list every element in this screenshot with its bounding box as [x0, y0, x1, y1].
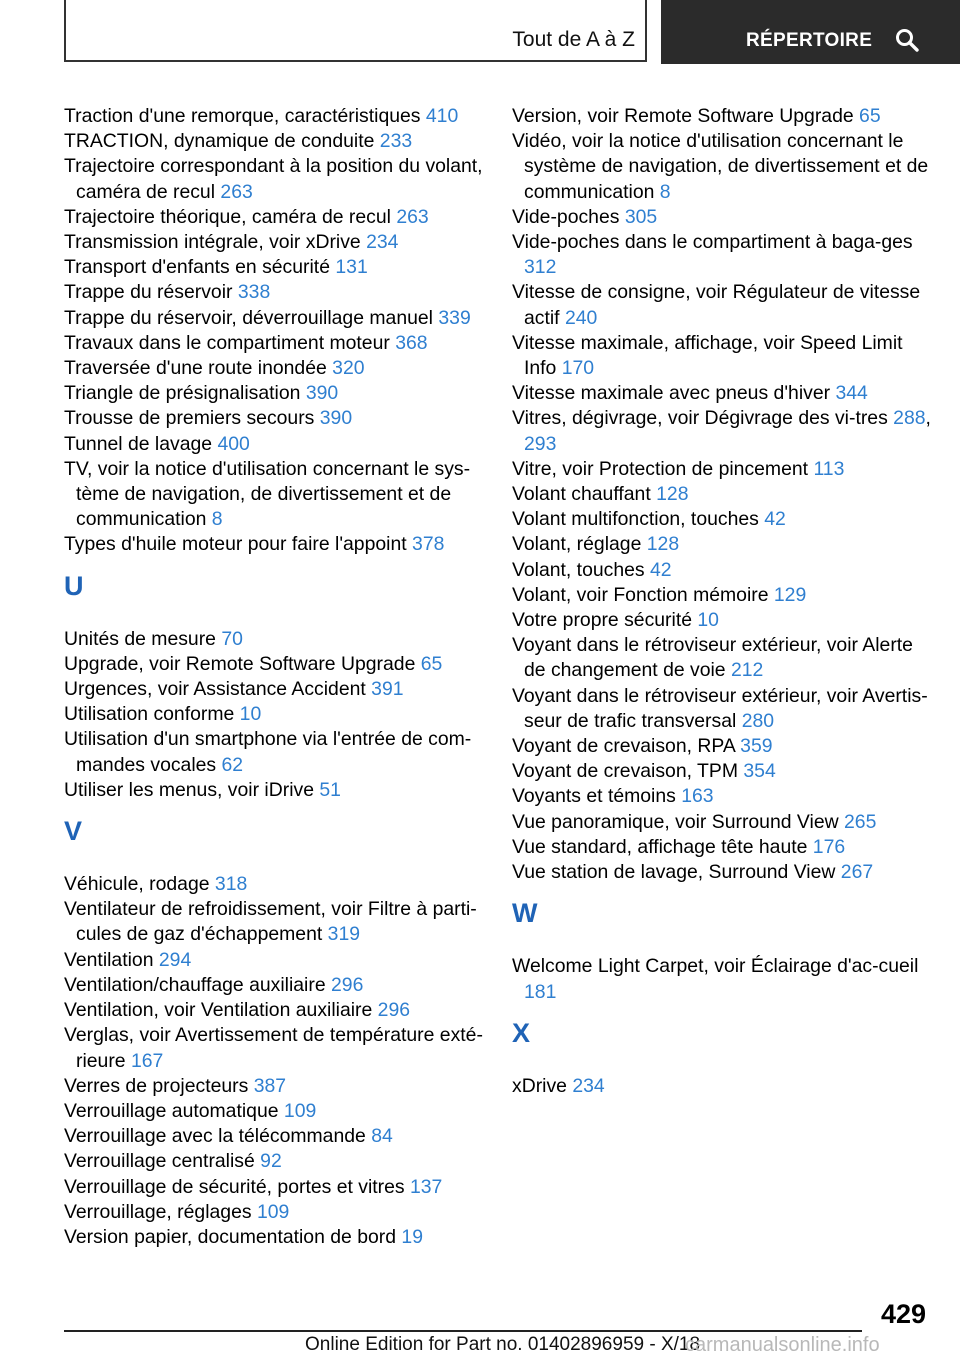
page-link[interactable]: 233 — [379, 130, 413, 153]
page-link[interactable]: 92 — [260, 1150, 282, 1173]
page-link[interactable]: 319 — [327, 923, 361, 946]
footer-edition: Online Edition for Part no. 01402896959 - X/18 — [305, 1334, 701, 1355]
index-entry — [512, 205, 932, 230]
index-entry — [64, 1200, 484, 1225]
page-link[interactable]: 312 — [524, 256, 557, 279]
index-entry-text: Volant multifonction, touches — [512, 508, 765, 531]
index-entry — [512, 684, 932, 734]
index-entry — [512, 633, 932, 683]
index-entry-text: Version, voir Remote Software Upgrade — [512, 105, 860, 127]
index-entry — [64, 998, 484, 1023]
index-entry — [64, 973, 484, 998]
index-entry-text: Types d'huile moteur pour faire l'appoint — [64, 533, 413, 556]
index-entry-text: Trajectoire correspondant à la position du volant, caméra de recul — [64, 155, 488, 203]
index-entry-text: Verrouillage centralisé — [64, 1150, 261, 1173]
index-entry-text: Ventilation, voir Ventilation auxiliaire — [64, 999, 378, 1022]
page-link[interactable]: 131 — [335, 256, 368, 279]
index-entry-text: Tunnel de lavage — [64, 432, 218, 455]
index-entry-text: Trappe du réservoir — [64, 281, 238, 304]
index-entry-text: Verrouillage de sécurité, portes et vitres — [64, 1175, 410, 1198]
index-entry-text: Vide-poches dans le compartiment à baga-ges — [512, 231, 919, 254]
page-link[interactable]: 65 — [859, 105, 881, 127]
index-entry — [64, 381, 484, 406]
index-entry — [512, 810, 932, 835]
page-link[interactable]: 296 — [331, 973, 364, 996]
page-link[interactable]: 265 — [844, 810, 877, 833]
index-entry-text: Vidéo, voir la notice d'utilisation concernant le système de navigation, de divertissement et de communication — [512, 130, 934, 203]
page-link[interactable]: 109 — [283, 1099, 317, 1122]
index-section-letter: X — [512, 1017, 531, 1048]
index-section-letter: V — [64, 816, 83, 847]
index-entry-text: Ventilation/chauffage auxiliaire — [64, 973, 331, 996]
index-entry — [64, 872, 484, 897]
page-link[interactable]: 280 — [741, 709, 775, 732]
index-entry — [512, 583, 932, 608]
index-entry-text: Verres de projecteurs — [64, 1074, 254, 1097]
index-entry — [512, 507, 932, 532]
page-link[interactable]: 10 — [697, 609, 719, 632]
header-right-title[interactable]: RÉPERTOIRE — [746, 30, 873, 51]
index-entry — [64, 727, 484, 777]
page-link[interactable]: 42 — [764, 508, 786, 531]
page-link[interactable]: 65 — [420, 652, 443, 675]
index-entry: Vitres, dégivrage, voir Dégivrage des vi-tres 288, 293 — [512, 407, 937, 455]
page-link[interactable]: 338 — [237, 281, 271, 304]
page-link[interactable]: 163 — [681, 785, 714, 808]
index-entry-text: Volant, voir Fonction mémoire — [512, 583, 774, 606]
index-entry — [512, 1074, 932, 1099]
page-link[interactable]: 109 — [256, 1200, 290, 1223]
index-entry — [512, 331, 932, 381]
index-entry — [512, 129, 932, 205]
index-entry — [64, 627, 484, 652]
page-link[interactable]: 293 — [524, 432, 557, 455]
page-link[interactable]: 378 — [412, 533, 445, 556]
index-entry — [64, 280, 484, 305]
page-link[interactable]: 8 — [211, 508, 223, 531]
page-link[interactable]: 42 — [650, 558, 672, 581]
watermark-logo: carmanualsonline.info — [685, 1334, 880, 1356]
index-entry — [64, 406, 484, 431]
index-entry-text: Vue standard, affichage tête haute — [512, 835, 813, 858]
index-entry-text: Unités de mesure — [64, 627, 222, 650]
index-entry — [512, 558, 932, 583]
index-entry-text: Voyant dans le rétroviseur extérieur, voir Avertis-seur de trafic transversal — [512, 684, 928, 732]
index-entry — [64, 897, 484, 947]
page-link[interactable]: 84 — [371, 1125, 393, 1148]
page-link[interactable]: 212 — [730, 659, 764, 682]
page-link[interactable]: 410 — [425, 105, 459, 127]
page-link[interactable]: 296 — [377, 999, 411, 1022]
index-entry — [64, 948, 484, 973]
index-entry — [512, 381, 932, 406]
page-link[interactable]: 400 — [217, 432, 250, 455]
index-entry — [64, 306, 484, 331]
index-entry — [64, 255, 484, 280]
index-entry — [512, 608, 932, 633]
index-entry-text: Trajectoire théorique, caméra de recul — [64, 205, 397, 228]
page-link[interactable]: 354 — [743, 760, 776, 783]
index-entry — [64, 205, 484, 230]
index-entry-text: xDrive — [512, 1074, 573, 1097]
index-entry-text: Volant chauffant — [512, 483, 657, 506]
page-link[interactable]: 387 — [253, 1074, 287, 1097]
index-entry-text: Utilisation conforme — [64, 703, 240, 726]
index-entry-text: Voyants et témoins — [512, 785, 682, 808]
page-link[interactable]: 391 — [371, 678, 404, 701]
index-entry — [64, 778, 484, 803]
page-link[interactable]: 267 — [840, 861, 874, 884]
index-entry-text: Travaux dans le compartiment moteur — [64, 331, 396, 354]
index-entry — [64, 1074, 484, 1099]
index-entry — [64, 1149, 484, 1174]
index-entry-text: Voyant de crevaison, TPM — [512, 760, 744, 783]
index-entry — [512, 532, 932, 557]
page-link[interactable]: 305 — [624, 205, 658, 228]
page-link[interactable]: 390 — [305, 382, 339, 405]
index-entry — [64, 331, 484, 356]
index-entry-text: Vitesse de consigne, voir Régulateur de vitesse actif — [512, 281, 926, 329]
index-entry-text: Traversée d'une route inondée — [64, 357, 333, 380]
index-entry — [64, 652, 484, 677]
index-entry-text: TV, voir la notice d'utilisation concernant le sys-tème de navigation, de divertissement et de communication — [64, 457, 471, 531]
index-entry-text: Utiliser les menus, voir iDrive — [64, 778, 320, 801]
index-entry-text: Ventilation — [64, 948, 159, 971]
index-entry-text: Véhicule, rodage — [64, 873, 215, 896]
page-link[interactable]: 129 — [773, 583, 807, 606]
index-entry-text: Utilisation d'un smartphone via l'entrée de com-mandes vocales — [64, 728, 472, 776]
index-entry — [64, 702, 484, 727]
index-entry-text: Trousse de premiers secours — [64, 407, 320, 430]
index-entry-text: Votre propre sécurité — [512, 609, 698, 632]
index-entry-text: Verrouillage automatique — [64, 1099, 284, 1122]
index-entry — [512, 860, 932, 885]
index-entry — [64, 1023, 484, 1073]
page-link[interactable]: 318 — [214, 873, 248, 896]
index-entry — [64, 677, 484, 702]
page-number: 429 — [880, 1299, 926, 1329]
index-entry-text: Volant, touches — [512, 558, 650, 581]
index-entry — [512, 457, 932, 482]
index-entry — [64, 1175, 484, 1200]
index-entry — [512, 759, 932, 784]
index-section-letter: U — [64, 570, 84, 601]
page-link[interactable]: 240 — [564, 306, 598, 329]
index-entry — [512, 954, 932, 1004]
index-entry — [64, 356, 484, 381]
index-entry — [64, 432, 484, 457]
index-entry-text: Verrouillage avec la télécommande — [64, 1125, 372, 1148]
page-link[interactable]: 8 — [659, 180, 671, 203]
index-entry — [512, 230, 932, 280]
index-entry — [512, 280, 932, 330]
page-link[interactable]: 234 — [572, 1074, 605, 1097]
index-entry — [64, 154, 488, 204]
page-link[interactable]: 170 — [561, 357, 595, 380]
page-link[interactable]: 263 — [220, 180, 253, 203]
index-entry — [64, 1124, 484, 1149]
index-entry-text: Welcome Light Carpet, voir Éclairage d'ac-cueil — [512, 955, 924, 978]
page-link[interactable]: 70 — [221, 627, 243, 650]
index-entry-text: Vitre, voir Protection de pincement — [512, 457, 814, 480]
index-entry-text: Transport d'enfants en sécurité — [64, 256, 336, 279]
index-entry — [64, 104, 484, 129]
index-entry — [512, 835, 932, 860]
page-link[interactable]: 128 — [656, 483, 689, 506]
index-entry — [64, 1099, 484, 1124]
index-entry-text: Verrouillage, réglages — [64, 1200, 257, 1223]
header-left-title[interactable]: Tout de A à Z — [512, 28, 635, 51]
index-entry-text: Vitres, dégivrage, voir Dégivrage des vi-tres — [512, 407, 894, 430]
page-link[interactable]: 113 — [813, 457, 845, 480]
page-link[interactable]: 320 — [332, 357, 365, 380]
page-link[interactable]: 390 — [319, 407, 353, 430]
index-entry — [512, 104, 932, 129]
index-entry — [512, 734, 932, 759]
index-section-letter: W — [512, 898, 538, 929]
index-entry-text: Vue station de lavage, Surround View — [512, 861, 841, 884]
index-entry-text: Vue panoramique, voir Surround View — [512, 810, 844, 833]
index-entry-text: Ventilateur de refroidissement, voir Filtre à parti-cules de gaz d'échappement — [64, 898, 477, 946]
index-entry — [64, 532, 484, 557]
index-entry-text: Vitesse maximale avec pneus d'hiver — [512, 382, 836, 405]
index-entry — [512, 784, 932, 809]
search-icon[interactable] — [895, 28, 919, 52]
index-column-right — [512, 104, 937, 1099]
page-link[interactable]: 137 — [409, 1175, 443, 1198]
index-column-left — [64, 104, 488, 1250]
page-link[interactable]: 62 — [221, 753, 244, 776]
index-entry-text: Triangle de présignalisation — [64, 382, 306, 405]
index-entry — [512, 482, 932, 507]
page-link[interactable]: 128 — [646, 533, 680, 556]
header-right-tab[interactable] — [661, 0, 960, 64]
index-entry-text: Urgences, voir Assistance Accident — [64, 678, 372, 701]
index-entry-text: Vide-poches — [512, 205, 625, 228]
page-link[interactable]: 368 — [395, 331, 428, 354]
page-link[interactable]: 10 — [239, 703, 262, 726]
page-link[interactable]: 288 — [893, 407, 926, 430]
index-entry-text: Trappe du réservoir, déverrouillage manuel — [64, 306, 439, 329]
page-link[interactable]: 359 — [740, 735, 773, 758]
page-link[interactable]: 167 — [130, 1049, 164, 1072]
index-entry-text: Volant, réglage — [512, 533, 647, 556]
index-entry — [64, 230, 484, 255]
index-entry-text: Version papier, documentation de bord — [64, 1225, 402, 1248]
index-entry-text: Voyant dans le rétroviseur extérieur, voir Alerte de changement de voie — [512, 634, 919, 682]
page-link[interactable]: 19 — [401, 1225, 423, 1248]
index-entry — [64, 1225, 484, 1250]
page-link[interactable]: 176 — [812, 835, 846, 858]
index-entry-text: Vitesse maximale, affichage, voir Speed Limit Info — [512, 331, 908, 380]
page-link[interactable]: 51 — [319, 778, 341, 801]
index-entry-text: Traction d'une remorque, caractéristiques — [64, 105, 426, 127]
index-entry-text: TRACTION, dynamique de conduite — [64, 130, 380, 153]
index-entry-text: Upgrade, voir Remote Software Upgrade — [64, 652, 421, 675]
page-link[interactable]: 294 — [158, 948, 192, 971]
page-link[interactable]: 339 — [438, 306, 471, 329]
page-link[interactable]: 263 — [396, 205, 429, 228]
page-link[interactable]: 344 — [835, 382, 868, 405]
index-entry — [64, 129, 484, 154]
footer-divider — [64, 1330, 862, 1332]
page-link[interactable]: 234 — [366, 231, 399, 254]
index-entry-text: Voyant de crevaison, RPA — [512, 735, 741, 758]
index-entry — [64, 457, 484, 533]
index-entry-text: Verglas, voir Avertissement de température exté-rieure — [64, 1024, 483, 1072]
page-link[interactable]: 181 — [524, 980, 557, 1003]
index-entry-text: Transmission intégrale, voir xDrive — [64, 231, 367, 254]
